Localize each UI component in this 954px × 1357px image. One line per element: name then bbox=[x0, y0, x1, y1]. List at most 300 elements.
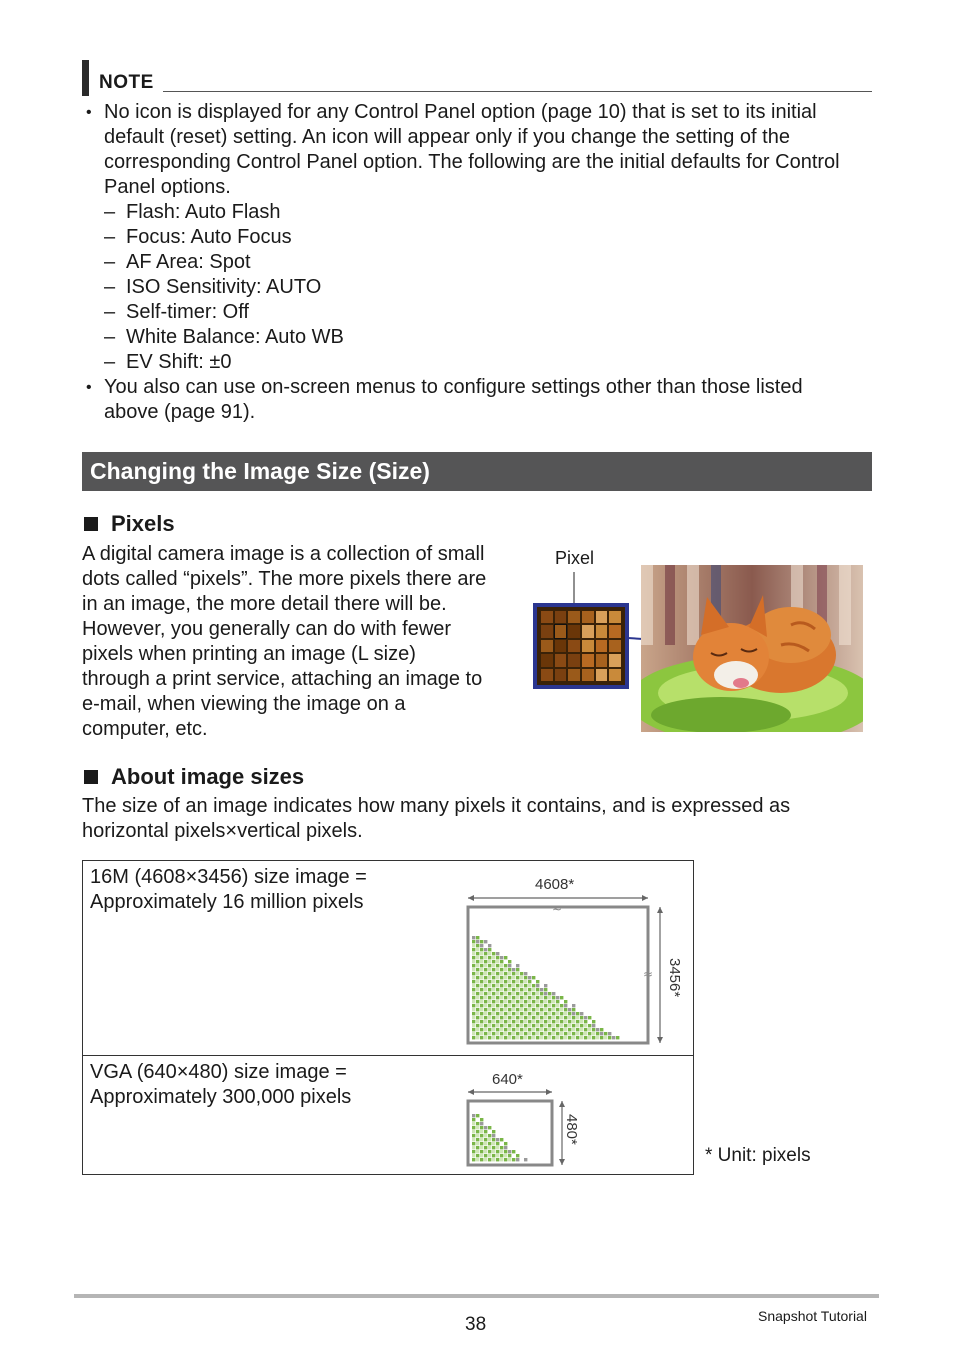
row1-line1: 16M (4608×3456) size image = bbox=[90, 866, 367, 888]
pixel-square bbox=[480, 960, 483, 963]
pixel-square bbox=[492, 1130, 495, 1133]
pixel-square bbox=[532, 1028, 535, 1031]
pixel-square bbox=[492, 1016, 495, 1019]
pixel-square bbox=[528, 1004, 531, 1007]
pixel-square bbox=[552, 1008, 555, 1011]
pixel-square bbox=[480, 988, 483, 991]
pixel-square bbox=[476, 1122, 479, 1125]
pixel-square bbox=[596, 1028, 599, 1031]
pixel-square bbox=[496, 1158, 499, 1161]
pixel-square bbox=[564, 1032, 567, 1035]
pixel-square bbox=[504, 1150, 507, 1153]
pixel-square bbox=[492, 1000, 495, 1003]
square-bullet-icon bbox=[84, 517, 98, 531]
pixel-square bbox=[548, 1000, 551, 1003]
pixel-square bbox=[496, 956, 499, 959]
pixel-square bbox=[552, 996, 555, 999]
pixel-square bbox=[488, 1126, 491, 1129]
pixel-square bbox=[472, 1138, 475, 1141]
pixel-square bbox=[508, 1032, 511, 1035]
dash: – bbox=[104, 301, 116, 323]
pixel-square bbox=[524, 1000, 527, 1003]
pixel-cell bbox=[596, 654, 608, 666]
pixel-square bbox=[524, 1032, 527, 1035]
pixels-text-line: through a print service, attaching an image to bbox=[82, 668, 483, 690]
pixel-square bbox=[524, 972, 527, 975]
pixel-square bbox=[576, 1016, 579, 1019]
pixel-square bbox=[492, 1012, 495, 1015]
pixel-square bbox=[512, 992, 515, 995]
default-item: AF Area: Spot bbox=[126, 251, 251, 273]
pixel-square bbox=[492, 1154, 495, 1157]
pixel-square bbox=[500, 960, 503, 963]
image-16m-diagram bbox=[460, 890, 685, 1055]
width-label-vga: 640* bbox=[492, 1071, 523, 1088]
pixel-square bbox=[500, 972, 503, 975]
pixel-square bbox=[576, 1036, 579, 1039]
pixel-square bbox=[492, 976, 495, 979]
unit-note: * Unit: pixels bbox=[705, 1145, 811, 1166]
pixel-square bbox=[492, 1028, 495, 1031]
default-item: ISO Sensitivity: AUTO bbox=[126, 276, 322, 298]
pixel-square bbox=[484, 1150, 487, 1153]
pixel-square bbox=[500, 1028, 503, 1031]
pixel-square bbox=[504, 1036, 507, 1039]
pixel-square bbox=[600, 1032, 603, 1035]
pixel-square bbox=[472, 1004, 475, 1007]
pixel-square bbox=[476, 1150, 479, 1153]
pixel-square bbox=[480, 956, 483, 959]
pixel-square bbox=[472, 984, 475, 987]
pixel-square bbox=[496, 1036, 499, 1039]
pixel-cell bbox=[609, 640, 621, 652]
pixel-square bbox=[588, 1036, 591, 1039]
pixel-square bbox=[552, 1004, 555, 1007]
pixel-square bbox=[480, 1150, 483, 1153]
pixel-cell bbox=[582, 669, 594, 681]
pixel-square bbox=[476, 1158, 479, 1161]
pixel-square bbox=[472, 1122, 475, 1125]
pixel-square bbox=[472, 1154, 475, 1157]
pixel-square bbox=[608, 1036, 611, 1039]
pixel-cell bbox=[568, 611, 580, 623]
pixel-square bbox=[484, 1016, 487, 1019]
pixel-square bbox=[516, 1008, 519, 1011]
pixel-square bbox=[492, 956, 495, 959]
pixel-square bbox=[532, 988, 535, 991]
pixel-square bbox=[488, 1154, 491, 1157]
pixel-square bbox=[540, 1012, 543, 1015]
pixel-square bbox=[492, 984, 495, 987]
pixel-square bbox=[588, 1028, 591, 1031]
pixel-square bbox=[548, 1028, 551, 1031]
pixel-square bbox=[472, 956, 475, 959]
pixel-square bbox=[572, 1020, 575, 1023]
pixel-square bbox=[488, 968, 491, 971]
pixel-square bbox=[488, 1138, 491, 1141]
pixel-square bbox=[480, 1000, 483, 1003]
pixel-square bbox=[524, 996, 527, 999]
pixel-square bbox=[496, 1150, 499, 1153]
pixel-square bbox=[472, 964, 475, 967]
pixel-square bbox=[476, 1012, 479, 1015]
pixel-square bbox=[572, 1012, 575, 1015]
pixel-square bbox=[472, 960, 475, 963]
default-item: EV Shift: ±0 bbox=[126, 351, 232, 373]
pixel-square bbox=[492, 1142, 495, 1145]
pixel-square bbox=[540, 1016, 543, 1019]
pixel-square bbox=[528, 1000, 531, 1003]
pixel-square bbox=[556, 1004, 559, 1007]
pixel-square bbox=[500, 1032, 503, 1035]
pixel-square bbox=[496, 984, 499, 987]
cat-photo bbox=[641, 565, 863, 732]
pixel-square bbox=[524, 1158, 527, 1161]
width-label-16m: 4608* bbox=[535, 876, 575, 893]
pixel-square bbox=[488, 992, 491, 995]
pixel-square bbox=[472, 1142, 475, 1145]
pixel-square bbox=[484, 1146, 487, 1149]
pixel-square bbox=[580, 1028, 583, 1031]
pixel-square bbox=[508, 1020, 511, 1023]
pixel-square bbox=[536, 996, 539, 999]
pixel-square bbox=[584, 1028, 587, 1031]
pixel-square bbox=[500, 1012, 503, 1015]
pixel-square bbox=[536, 1028, 539, 1031]
pixel-square bbox=[472, 944, 475, 947]
pixel-square bbox=[476, 976, 479, 979]
pixel-square bbox=[592, 1028, 595, 1031]
pixel-square bbox=[512, 1158, 515, 1161]
pixel-square bbox=[480, 980, 483, 983]
pixel-zoom-grid bbox=[533, 603, 629, 689]
pixel-square bbox=[480, 996, 483, 999]
pixel-square bbox=[512, 1024, 515, 1027]
pixel-square bbox=[496, 964, 499, 967]
pixel-square bbox=[516, 988, 519, 991]
pixel-square bbox=[600, 1036, 603, 1039]
row2-line2: Approximately 300,000 pixels bbox=[90, 1086, 352, 1108]
pixel-square bbox=[488, 984, 491, 987]
pixel-square bbox=[516, 1012, 519, 1015]
pixel-square bbox=[484, 1008, 487, 1011]
pixel-cell bbox=[596, 625, 608, 637]
pixel-square bbox=[476, 1154, 479, 1157]
pixel-square bbox=[552, 1024, 555, 1027]
pixel-cell bbox=[596, 669, 608, 681]
pixel-square bbox=[508, 1008, 511, 1011]
pixel-square bbox=[484, 1126, 487, 1129]
pixel-square bbox=[580, 1016, 583, 1019]
pixel-square bbox=[476, 936, 479, 939]
pixel-square bbox=[540, 996, 543, 999]
pixel-square bbox=[496, 1028, 499, 1031]
pixel-square bbox=[564, 1024, 567, 1027]
pixel-square bbox=[508, 992, 511, 995]
pixel-square bbox=[472, 1024, 475, 1027]
pixel-square bbox=[488, 1032, 491, 1035]
pixel-square bbox=[516, 1000, 519, 1003]
pixel-square bbox=[496, 988, 499, 991]
pixel-square bbox=[516, 976, 519, 979]
pixel-square bbox=[520, 1008, 523, 1011]
note-label: NOTE bbox=[99, 72, 154, 93]
pixel-square bbox=[476, 968, 479, 971]
pixel-square bbox=[484, 976, 487, 979]
note-bullet2-line1: You also can use on-screen menus to configure settings other than those listed bbox=[104, 376, 803, 398]
pixel-square bbox=[528, 984, 531, 987]
note-divider bbox=[163, 91, 872, 92]
pixel-square bbox=[596, 1032, 599, 1035]
pixel-square bbox=[472, 1020, 475, 1023]
pixel-square bbox=[480, 976, 483, 979]
pixel-square bbox=[480, 948, 483, 951]
pixel-square bbox=[508, 976, 511, 979]
pixel-square bbox=[488, 956, 491, 959]
pixel-square bbox=[512, 1020, 515, 1023]
pixel-square bbox=[492, 952, 495, 955]
pixel-square bbox=[536, 1016, 539, 1019]
pixel-square bbox=[484, 1138, 487, 1141]
pixel-square bbox=[556, 1008, 559, 1011]
pixel-square bbox=[484, 1134, 487, 1137]
pixel-square bbox=[508, 1016, 511, 1019]
pixel-square bbox=[544, 992, 547, 995]
pixel-square bbox=[548, 1004, 551, 1007]
pixel-square bbox=[544, 996, 547, 999]
pixel-square bbox=[556, 1012, 559, 1015]
pixel-square bbox=[480, 1012, 483, 1015]
pixel-square bbox=[592, 1032, 595, 1035]
pixel-square bbox=[504, 1142, 507, 1145]
pixel-square bbox=[496, 1146, 499, 1149]
pixel-square bbox=[484, 988, 487, 991]
pixel-square bbox=[508, 1028, 511, 1031]
pixel-square bbox=[520, 1032, 523, 1035]
pixel-square bbox=[492, 1146, 495, 1149]
pixel-square bbox=[476, 984, 479, 987]
pixel-square bbox=[616, 1036, 619, 1039]
pixel-square bbox=[516, 984, 519, 987]
pixel-square bbox=[488, 960, 491, 963]
pixel-square bbox=[524, 992, 527, 995]
pixel-square bbox=[540, 1032, 543, 1035]
pixel-square bbox=[476, 1016, 479, 1019]
pixel-square bbox=[480, 940, 483, 943]
pixels-text-line: in an image, the more detail there will be. bbox=[82, 593, 447, 615]
pixel-square bbox=[492, 980, 495, 983]
pixel-square bbox=[556, 1020, 559, 1023]
pixel-square bbox=[540, 988, 543, 991]
pixel-square bbox=[568, 1016, 571, 1019]
pixel-square bbox=[496, 1154, 499, 1157]
pixel-square bbox=[480, 1016, 483, 1019]
pixel-square bbox=[504, 964, 507, 967]
pixel-square bbox=[592, 1036, 595, 1039]
pixel-square bbox=[484, 1000, 487, 1003]
pixel-square bbox=[472, 1028, 475, 1031]
pixel-square bbox=[484, 952, 487, 955]
bullet-dot: • bbox=[86, 104, 92, 121]
pixel-square bbox=[564, 1008, 567, 1011]
pixel-square bbox=[544, 988, 547, 991]
pixel-square bbox=[556, 1032, 559, 1035]
pixel-square bbox=[576, 1028, 579, 1031]
pixel-square bbox=[564, 1036, 567, 1039]
pixel-square bbox=[508, 968, 511, 971]
pixel-square bbox=[520, 980, 523, 983]
pixel-square bbox=[552, 1012, 555, 1015]
pixel-square bbox=[528, 1008, 531, 1011]
pixel-square bbox=[504, 956, 507, 959]
pixel-square bbox=[472, 988, 475, 991]
note-bullet1-line2: default (reset) setting. An icon will appear only if you change the setting of the bbox=[104, 126, 790, 148]
pixel-square bbox=[552, 1000, 555, 1003]
pixel-square bbox=[492, 968, 495, 971]
pixel-square bbox=[508, 1158, 511, 1161]
pixel-square bbox=[480, 968, 483, 971]
pixel-square bbox=[472, 1146, 475, 1149]
pixel-square bbox=[516, 1154, 519, 1157]
pixel-square bbox=[508, 996, 511, 999]
sizes-heading: About image sizes bbox=[111, 764, 305, 789]
pixel-square bbox=[508, 980, 511, 983]
pixel-square bbox=[596, 1036, 599, 1039]
pixel-square bbox=[592, 1024, 595, 1027]
pixel-square bbox=[480, 1004, 483, 1007]
pixel-square bbox=[504, 996, 507, 999]
pixel-square bbox=[548, 1016, 551, 1019]
pixel-square bbox=[496, 952, 499, 955]
pixel-square bbox=[564, 1012, 567, 1015]
pixel-square bbox=[484, 984, 487, 987]
pixel-square bbox=[484, 956, 487, 959]
pixel-square bbox=[516, 1036, 519, 1039]
pixel-square bbox=[560, 1024, 563, 1027]
pixel-square bbox=[476, 952, 479, 955]
pixel-square bbox=[512, 968, 515, 971]
pixel-square bbox=[476, 972, 479, 975]
pixel-square bbox=[472, 968, 475, 971]
pixel-square bbox=[576, 1020, 579, 1023]
pixel-square bbox=[544, 1032, 547, 1035]
pixel-square bbox=[548, 1012, 551, 1015]
pixel-square bbox=[516, 1016, 519, 1019]
pixel-square bbox=[500, 1150, 503, 1153]
pixel-square bbox=[496, 1004, 499, 1007]
pixel-square bbox=[480, 1130, 483, 1133]
pixel-square bbox=[600, 1028, 603, 1031]
default-item: Flash: Auto Flash bbox=[126, 201, 281, 223]
pixel-square bbox=[516, 1004, 519, 1007]
pixel-square bbox=[508, 1150, 511, 1153]
pixel-square bbox=[528, 976, 531, 979]
pixel-square bbox=[516, 996, 519, 999]
pixel-square bbox=[512, 980, 515, 983]
pixel-square bbox=[476, 1138, 479, 1141]
pixels-text-line: dots called “pixels”. The more pixels there are bbox=[82, 568, 487, 590]
pixel-square bbox=[568, 1028, 571, 1031]
pixel-square bbox=[528, 1032, 531, 1035]
pixel-square bbox=[476, 1134, 479, 1137]
pixel-square bbox=[588, 1016, 591, 1019]
pixel-square bbox=[480, 1118, 483, 1121]
pixel-square bbox=[492, 960, 495, 963]
pixel-square bbox=[492, 1134, 495, 1137]
pixel-square bbox=[500, 1158, 503, 1161]
pixel-square bbox=[488, 1142, 491, 1145]
pixel-square bbox=[520, 988, 523, 991]
pixel-square bbox=[484, 992, 487, 995]
pixel-square bbox=[516, 1158, 519, 1161]
dash: – bbox=[104, 326, 116, 348]
pixel-square bbox=[480, 1146, 483, 1149]
note-bullet2-line2: above (page 91). bbox=[104, 401, 256, 423]
pixel-cell bbox=[541, 654, 553, 666]
pixel-square bbox=[524, 1024, 527, 1027]
pixel-square bbox=[500, 1004, 503, 1007]
pixel-square bbox=[484, 1154, 487, 1157]
pixel-square bbox=[492, 1004, 495, 1007]
pixel-square bbox=[504, 984, 507, 987]
page-number: 38 bbox=[465, 1314, 487, 1335]
pixel-square bbox=[484, 948, 487, 951]
pixel-square bbox=[492, 1036, 495, 1039]
pixel-square bbox=[512, 988, 515, 991]
pixel-square bbox=[592, 1020, 595, 1023]
pixel-square bbox=[480, 944, 483, 947]
pixel-square bbox=[560, 1020, 563, 1023]
pixel-square bbox=[476, 996, 479, 999]
pixel-square bbox=[540, 1000, 543, 1003]
pixel-square bbox=[520, 992, 523, 995]
pixel-square bbox=[516, 1020, 519, 1023]
pixel-square bbox=[548, 1036, 551, 1039]
pixel-square bbox=[604, 1032, 607, 1035]
pixel-square bbox=[484, 1024, 487, 1027]
pixel-square bbox=[504, 992, 507, 995]
pixel-square bbox=[472, 948, 475, 951]
pixel-square bbox=[564, 1020, 567, 1023]
pixel-square bbox=[480, 1126, 483, 1129]
pixel-square bbox=[480, 1032, 483, 1035]
pixel-square bbox=[500, 996, 503, 999]
pixel-square bbox=[504, 1158, 507, 1161]
pixel-square bbox=[548, 996, 551, 999]
pixel-square bbox=[544, 1008, 547, 1011]
pixel-square bbox=[484, 1004, 487, 1007]
pixel-square bbox=[564, 1000, 567, 1003]
pixel-square bbox=[568, 1020, 571, 1023]
pixel-square bbox=[552, 1028, 555, 1031]
pixel-square bbox=[480, 1008, 483, 1011]
pixel-square bbox=[492, 996, 495, 999]
pixel-square bbox=[576, 1024, 579, 1027]
height-label-vga: 480* bbox=[563, 1114, 580, 1145]
pixel-square bbox=[536, 980, 539, 983]
pixel-square bbox=[520, 1024, 523, 1027]
pixel-square bbox=[476, 940, 479, 943]
pixel-square bbox=[588, 1032, 591, 1035]
pixel-square bbox=[492, 1024, 495, 1027]
pixel-square bbox=[500, 1024, 503, 1027]
pixel-square bbox=[560, 1036, 563, 1039]
pixel-square bbox=[480, 1036, 483, 1039]
table-row-divider bbox=[82, 1055, 694, 1056]
pixel-square bbox=[484, 964, 487, 967]
pixel-square bbox=[472, 972, 475, 975]
pixel-square bbox=[520, 976, 523, 979]
